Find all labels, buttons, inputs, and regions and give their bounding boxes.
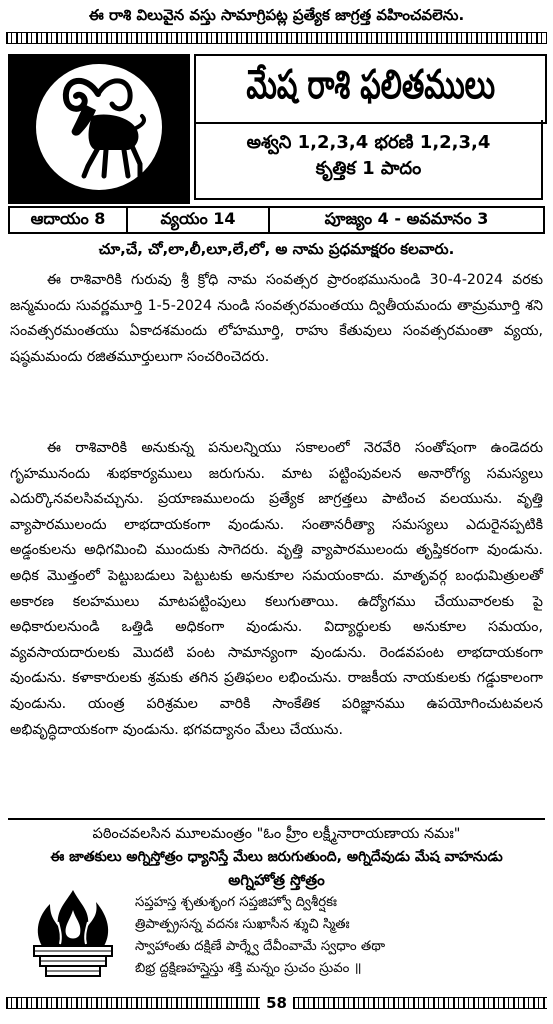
income-expense-row: [8, 206, 545, 234]
section-divider: [8, 818, 545, 820]
nakshatra-line-1: అశ్వని 1,2,3,4 భరణి 1,2,3,4: [246, 132, 491, 153]
footer-border-strip: [293, 997, 547, 1009]
vyayam-cell: వ్యయం 14: [128, 206, 270, 234]
nakshatra-box: [194, 120, 543, 200]
havan-fire-illustration: [28, 888, 118, 984]
agni-note: ఈ జాతకులు అగ్నిస్తోత్రం ధ్యానిస్తే మేలు జరుగుతుంది, అగ్నిదేవుడు మేష వాహనుడు: [50, 849, 503, 865]
stotram-verse: [135, 892, 545, 980]
verse-line: త్రిపాత్ప్రసన్న వదనః సుఖాసీన శ్శుచి స్మితః: [135, 917, 350, 932]
verse-line: స్వాహాంతు దక్షిణే పార్శ్వే దేవీంవామే స్వధాం తథా: [135, 939, 386, 954]
name-letters-line: చూ,చే, చో,లా,లీ,లూ,లే,లో, అ నామ ప్రధమాక్షరం కలవారు.: [98, 240, 455, 258]
havan-fire-icon: [28, 888, 118, 984]
predictions-paragraph: [10, 436, 543, 743]
verse-line: బిభ్ర ద్దక్షిణహస్తైస్తు శక్తి మన్నం స్రుచం స్రువం ॥: [135, 961, 362, 976]
title-box: [194, 54, 547, 124]
ram-icon: [36, 64, 162, 190]
top-border-strip: [6, 32, 547, 44]
footer-bar: [6, 996, 547, 1010]
zodiac-emblem: [8, 54, 190, 204]
top-notice: ఈ రాశి విలువైన వస్తు సామాగ్రిపట్ల ప్రత్యేక జాగ్రత్త వహించవలెను.: [88, 6, 465, 24]
verse-line: సప్తహస్త శ్చతుశృంగ సప్తజిహ్వో ద్విశీర్షకః: [135, 895, 337, 910]
mula-mantra: పఠించవలసిన మూలమంత్రం "ఓం హ్రీం లక్ష్మీనారాయణాయ నమః": [92, 826, 461, 842]
rajapujyam-cell: పూజ్యం 4 - అవమానం 3: [270, 206, 545, 234]
planet-transit-paragraph: [10, 268, 543, 370]
page-number: 58: [266, 994, 287, 1012]
paragraph-text: ఈ రాశివారికి గురువు శ్రీ క్రోధి నామ సంవత్సర ప్రారంభమునుండి 30-4-2024 వరకు జన్మమందు సువర్ణమూర్తి 1-5-2024 నుండి సంవత్సరమంతయు ద్వితీయమందు తామ్రమూర్తి శని సంవత్సరమంతయు ఏకాదశమందు లోహమూర్తి, రాహు కేతువులు సంవత్సరమంతా వ్యయ, షష్ఠమమందు రజితమూర్తులుగా సంచరించెదరు.: [10, 272, 543, 365]
page-title: మేష రాశి ఫలితములు: [246, 60, 495, 108]
aadayam-cell: ఆదాయం 8: [8, 206, 128, 234]
footer-border-strip: [6, 997, 260, 1009]
stotram-title: అగ్నిహోత్ర స్తోత్రం: [228, 871, 325, 889]
nakshatra-line-2: కృత్తిక 1 పాదం: [315, 158, 422, 179]
paragraph-text: ఈ రాశివారికి అనుకున్న పనులన్నియు సకాలంలో నెరవేరి సంతోషంగా ఉండెదరు గృహమునందు శుభకార్యములు జరుగును. మాట పట్టింపువలన అనారోగ్య సమస్యలు ఎదుర్కొనవలసివచ్చును. ప్రయాణములందు ప్రత్యేక జాగ్రత్తలు పాటించ వలయును. వృత్తి వ్యాపారములందు లాభదాయకంగా వుండును. సంతానరీత్యా సమస్యలు ఎదురైనప్పటికి అడ్డంకులను అధిగమించి ముందుకు సాగెదరు. వృత్తి వ్యాపారములందు తృప్తికరంగా వుండును. అధిక మొత్తంలో పెట్టుబడులు పెట్టుటకు అనుకూల సమయంకాదు. మాతృవర్గ బంధుమిత్రులతో అకారణ కలహములు మాటపట్టింపులు కలుగుతాయి. ఉద్యోగము చేయువారలకు పై అధికారులనుండి ఒత్తిడి అధికంగా వుండును. విద్యార్థులకు అనుకూల సమయం, వ్యవసాయదారులకు మొదటి పంట సామాన్యంగా వుండును. రెండవపంట లాభదాయకంగా వుండును. కళాకారులకు శ్రమకు తగిన ప్రతిఫలం లభించును. రాజకీయ నాయకులకు గడ్డుకాలంగా వుండును. యంత్ర పరిశ్రమల వారికి సాంకేతిక పరిజ్ఞానము ఉపయోగించుటవలన అభివృద్ధిదాయకంగా వుండును. భగవద్యానం మేలు చేయును.: [10, 440, 543, 738]
